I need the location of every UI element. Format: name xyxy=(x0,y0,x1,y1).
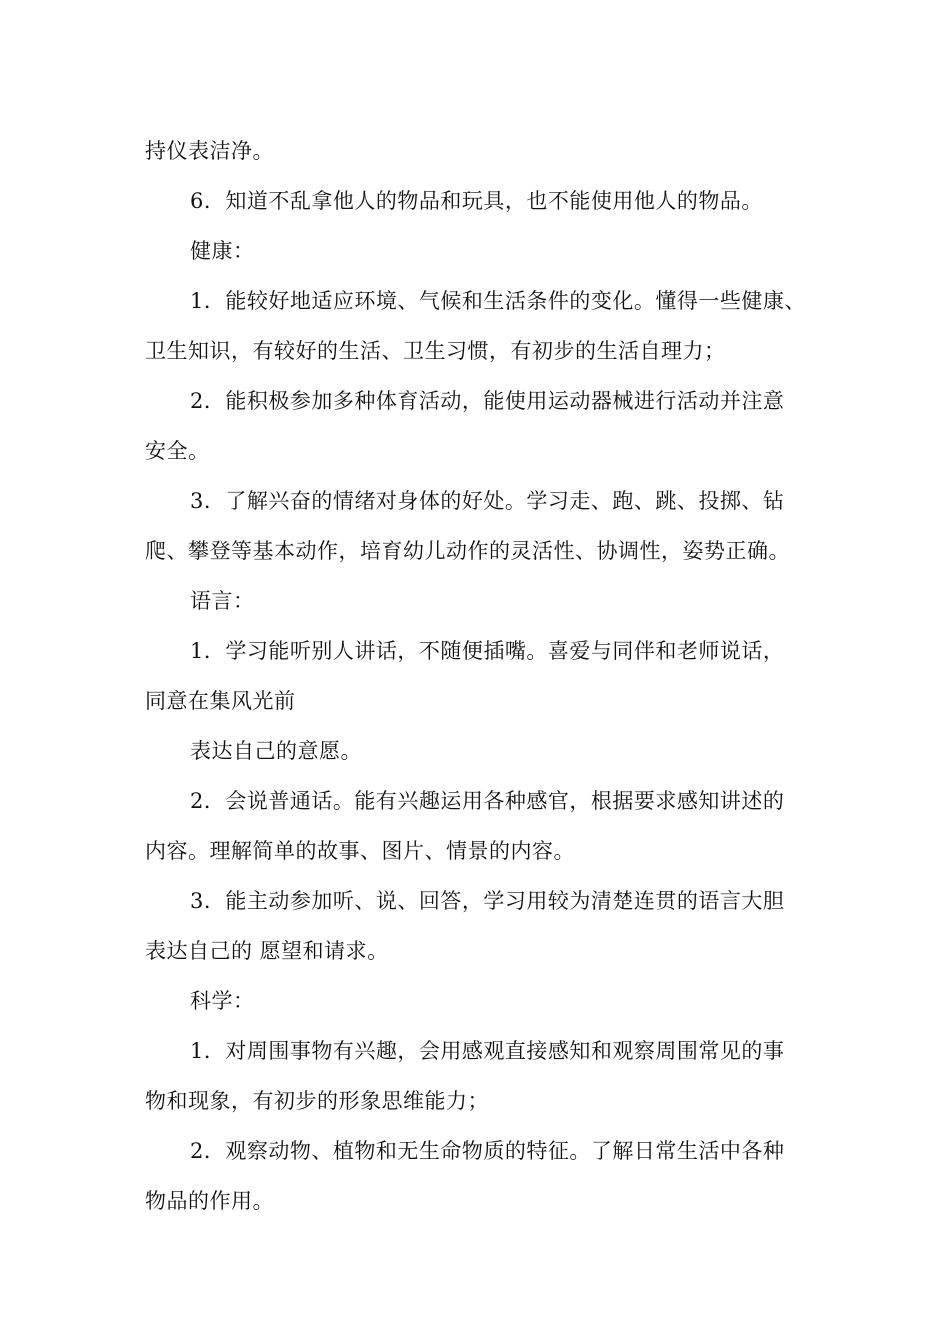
paragraph-line: 表达自己的意愿。 xyxy=(190,739,362,763)
paragraph-line: 2．会说普通话。能有兴趣运用各种感官，根据要求感知讲述的 xyxy=(190,789,785,813)
paragraph-line: 内容。理解简单的故事、图片、情景的内容。 xyxy=(145,839,575,863)
paragraph-line: 同意在集风光前 xyxy=(145,689,296,713)
paragraph-line: 3．能主动参加听、说、回答，学习用较为清楚连贯的语言大胆 xyxy=(190,889,785,913)
section-heading-science: 科学： xyxy=(190,989,255,1013)
paragraph-line: 2．能积极参加多种体育活动，能使用运动器械进行活动并注意 xyxy=(190,389,785,413)
paragraph-line: 表达自己的 愿望和请求。 xyxy=(145,939,389,963)
paragraph-line: 安全。 xyxy=(145,439,210,463)
paragraph-line: 3．了解兴奋的情绪对身体的好处。学习走、跑、跳、投掷、钻 xyxy=(190,489,785,513)
section-heading-language: 语言： xyxy=(190,589,255,613)
paragraph-line: 1．能较好地适应环境、气候和生活条件的变化。懂得一些健康、 xyxy=(190,289,806,313)
paragraph-line: 卫生知识，有较好的生活、卫生习惯，有初步的生活自理力； xyxy=(145,339,726,363)
paragraph-line: 爬、攀登等基本动作，培育幼儿动作的灵活性、协调性，姿势正确。 xyxy=(145,539,790,563)
paragraph-line: 物品的作用。 xyxy=(145,1189,274,1213)
paragraph-line: 6．知道不乱拿他人的物品和玩具，也不能使用他人的物品。 xyxy=(190,189,763,213)
paragraph-line: 物和现象，有初步的形象思维能力； xyxy=(145,1089,489,1113)
section-heading-health: 健康： xyxy=(190,239,255,263)
paragraph-line: 1．对周围事物有兴趣，会用感观直接感知和观察周围常见的事 xyxy=(190,1039,785,1063)
paragraph-line: 1．学习能听别人讲话，不随便插嘴。喜爱与同伴和老师说话， xyxy=(190,639,785,663)
paragraph-line: 2．观察动物、植物和无生命物质的特征。了解日常生活中各种 xyxy=(190,1139,785,1163)
paragraph-line: 持仪表洁净。 xyxy=(145,139,274,163)
